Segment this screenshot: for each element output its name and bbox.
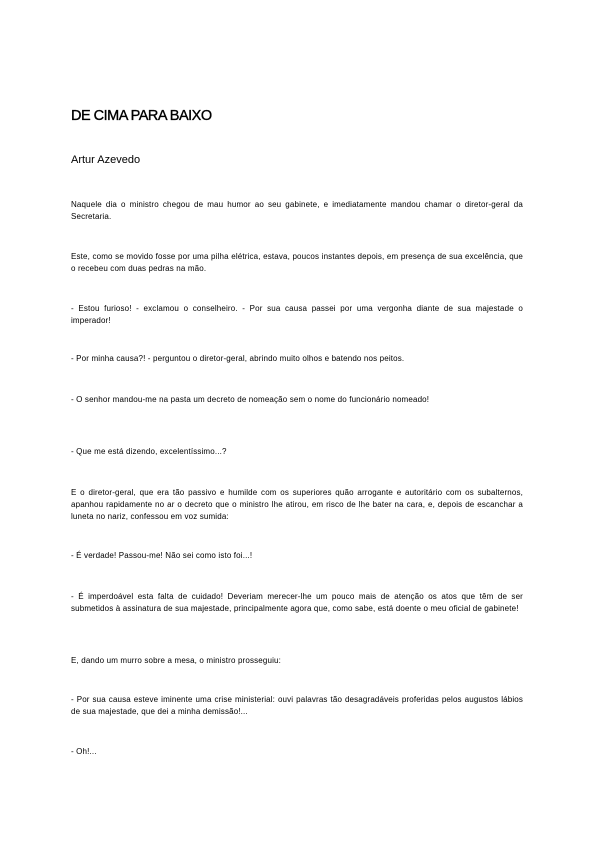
paragraph: Naquele dia o ministro chegou de mau humor ao seu gabinete, e imediatamente mandou chamar o diretor-geral da Secretaria. <box>71 200 523 221</box>
paragraph: - O senhor mandou-me na pasta um decreto de nomeação sem o nome do funcionário nomeado! <box>71 395 430 404</box>
paragraph: - Por sua causa esteve iminente uma crise ministerial: ouvi palavras tão desagradáveis proferidas pelos augustos lábios de sua majestade, que dei a minha demissão!... <box>71 695 523 716</box>
paragraph: - É imperdoável esta falta de cuidado! Deveriam merecer-lhe um pouco mais de atenção os atos que têm de ser submetidos à assinatura de sua majestade, principalmente agora que, como sabe, está doente o meu oficial de gabinete! <box>71 592 523 613</box>
paragraph: - É verdade! Passou-me! Não sei como isto foi...! <box>71 551 253 560</box>
paragraph: E o diretor-geral, que era tão passivo e humilde com os superiores quão arrogante e autoritário com os subalternos, apanhou rapidamente no ar o decreto que o ministro lhe atirou, em risco de lhe bater na cara, e, depois de escanchar a luneta no nariz, confessou em voz sumida: <box>71 488 523 521</box>
paragraph: - Que me está dizendo, excelentíssimo...? <box>71 447 227 456</box>
paragraph: E, dando um murro sobre a mesa, o ministro prosseguiu: <box>71 656 281 665</box>
paragraph: Este, como se movido fosse por uma pilha elétrica, estava, poucos instantes depois, em presença de sua excelência, que o recebeu com duas pedras na mão. <box>71 252 523 273</box>
author-name: Artur Azevedo <box>71 154 141 166</box>
paragraph: - Oh!... <box>71 747 97 756</box>
paragraph: - Estou furioso! - exclamou o conselheiro. - Por sua causa passei por uma vergonha diante de sua majestade o imperador! <box>71 304 523 325</box>
document-title: DE CIMA PARA BAIXO <box>71 108 212 124</box>
paragraph: - Por minha causa?! - perguntou o diretor-geral, abrindo muito olhos e batendo nos peitos. <box>71 354 405 363</box>
